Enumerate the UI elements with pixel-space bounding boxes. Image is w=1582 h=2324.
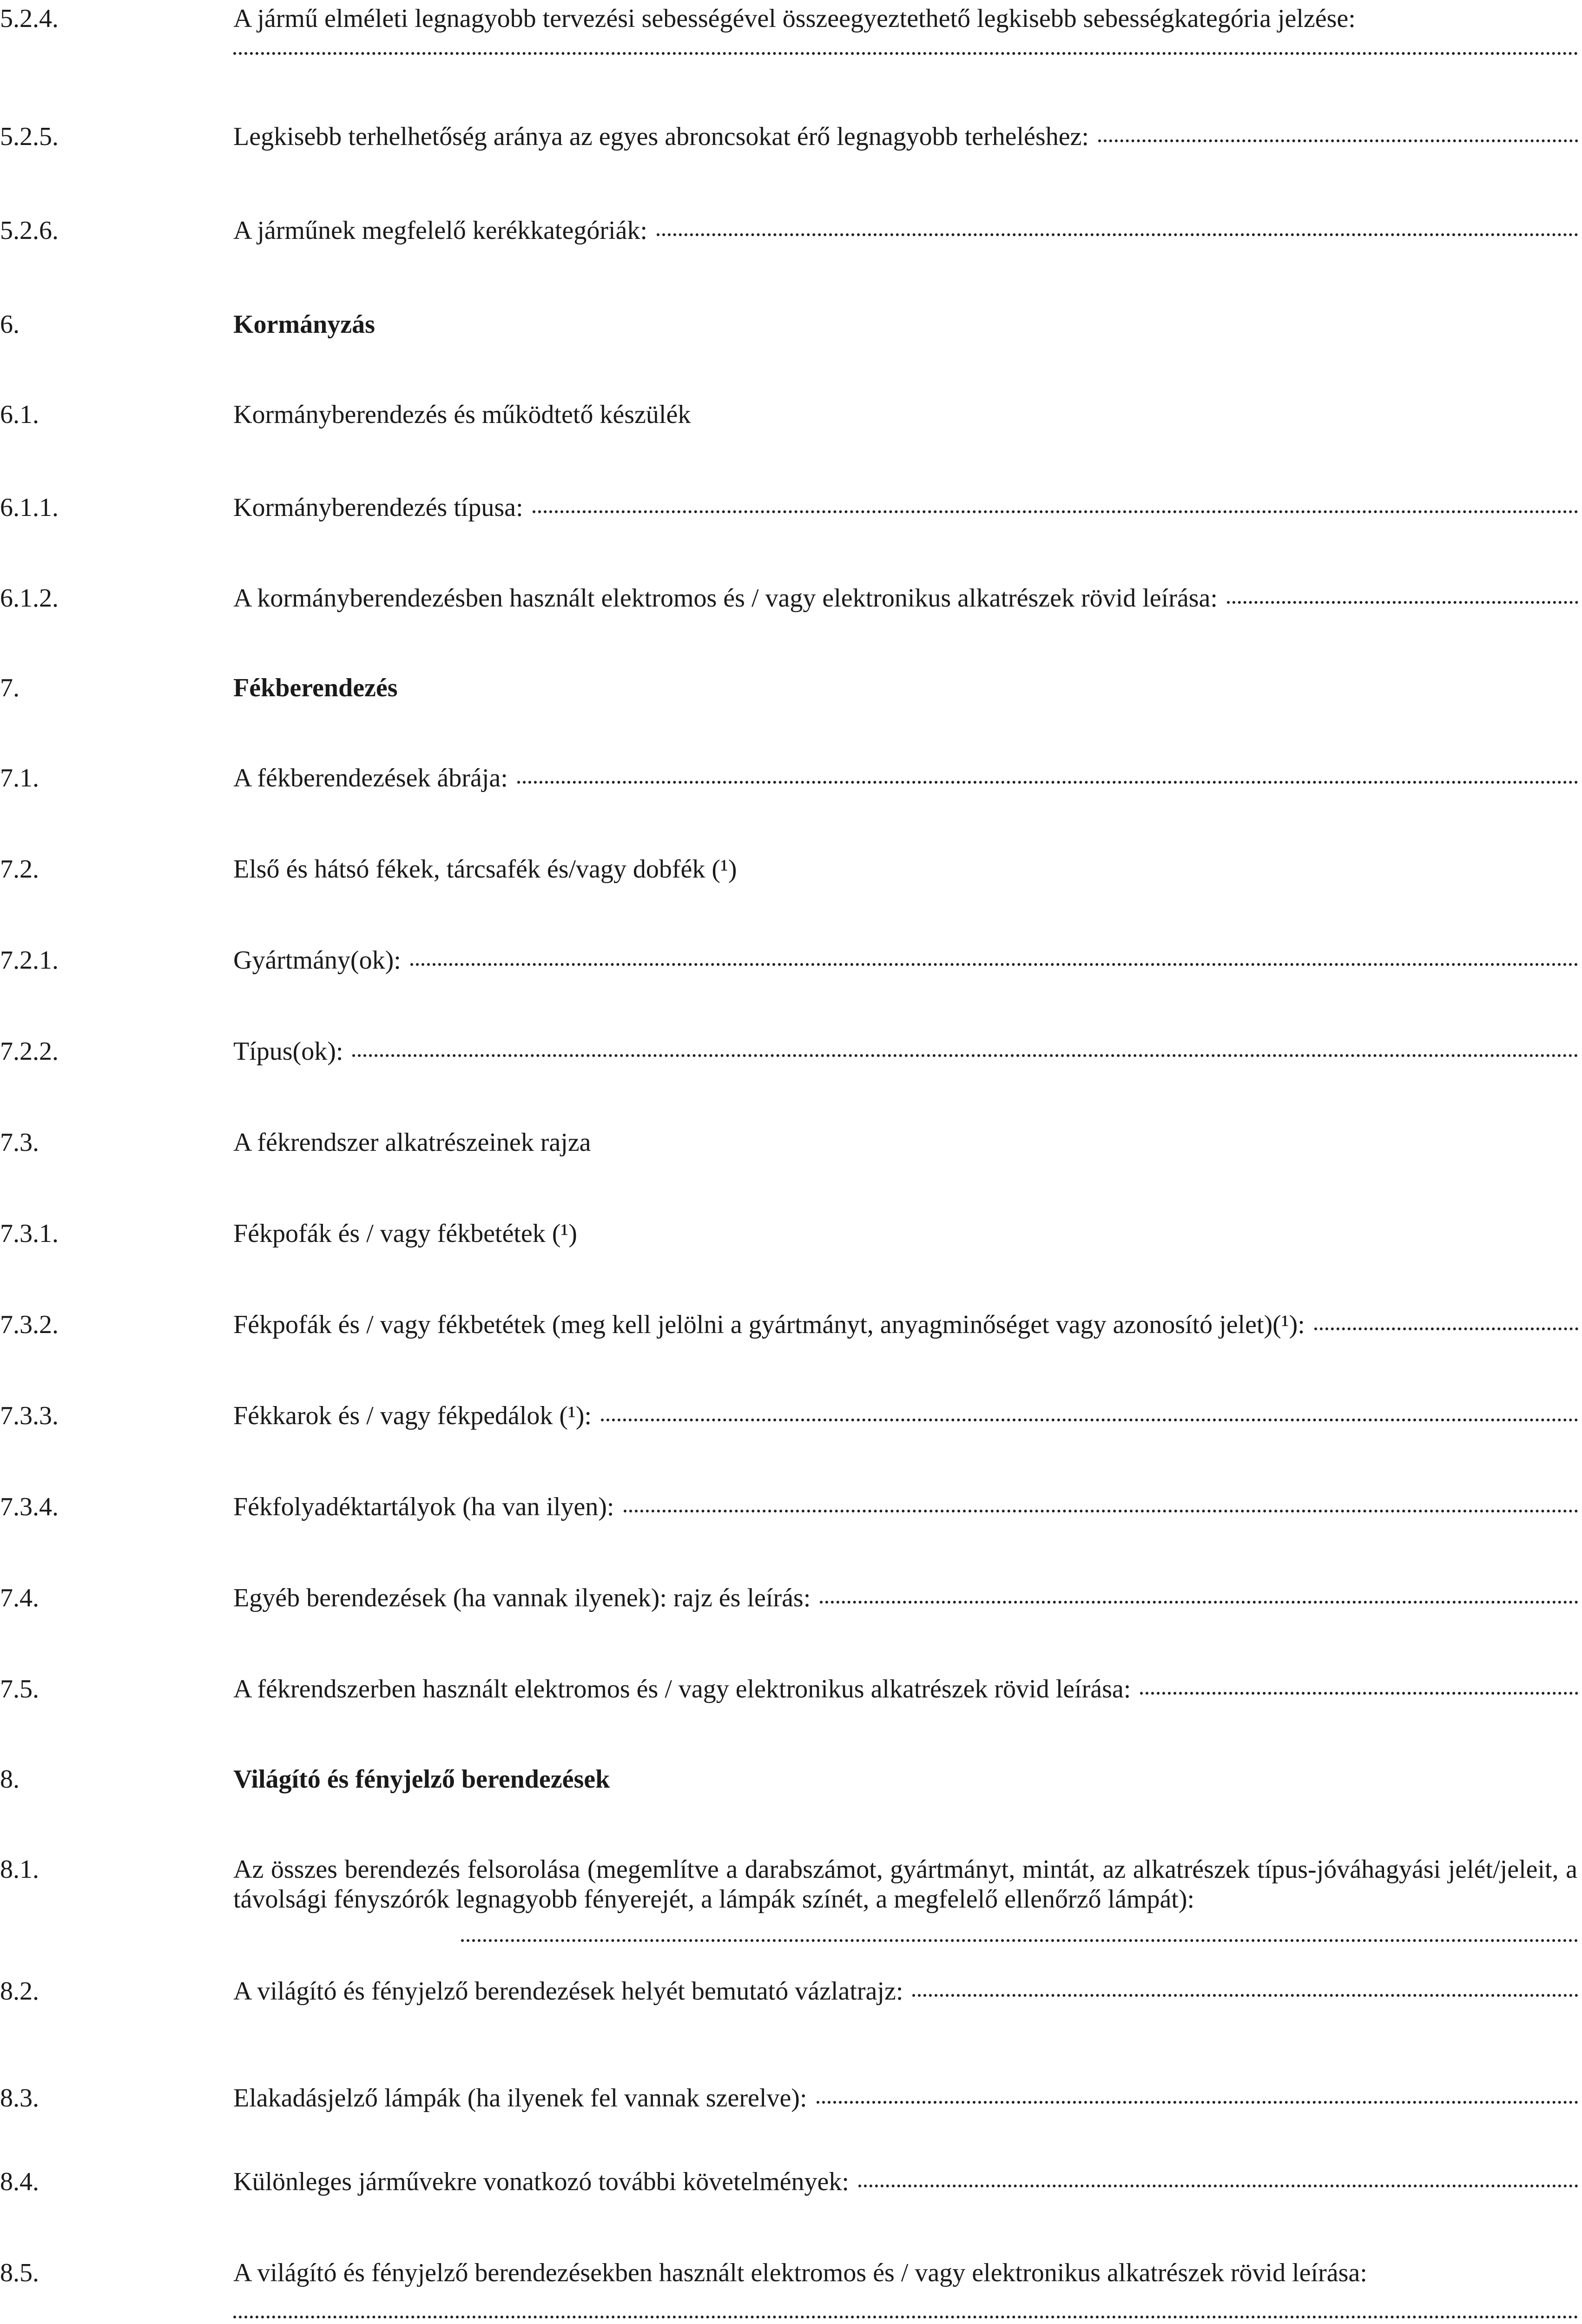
dotted-fill-line: [533, 510, 1578, 513]
entry-text: Gyártmány(ok):: [233, 946, 401, 975]
dotted-fill-line: [233, 52, 1578, 55]
entry-text: Típus(ok):: [233, 1037, 343, 1066]
dotted-fill-line: [233, 2316, 1578, 2318]
entry-number: 7.1.: [0, 764, 39, 792]
entry-text: Különleges járművekre vonatkozó további követelmények:: [233, 2167, 849, 2196]
entry-text: Egyéb berendezések (ha vannak ilyenek): rajz és leírás:: [233, 1584, 811, 1612]
entry-number: 8.2.: [0, 1977, 39, 2006]
entry-number: 7.2.: [0, 855, 39, 884]
entry-text: A járműnek megfelelő kerékkategóriák:: [233, 216, 647, 245]
entry-text: A világító és fényjelző berendezések helyét bemutató vázlatrajz:: [233, 1977, 903, 2006]
entry-text: Elakadásjelző lámpák (ha ilyenek fel vannak szerelve):: [233, 2084, 807, 2113]
dotted-fill-line: [352, 1054, 1578, 1057]
dotted-fill-line: [461, 1939, 1578, 1942]
entry-number: 7.4.: [0, 1584, 39, 1612]
dotted-fill-line: [1140, 1692, 1578, 1695]
entry-number: 6.1.1.: [0, 493, 59, 522]
entry-number: 7.3.2.: [0, 1310, 59, 1339]
section-title: Kormányzás: [233, 310, 375, 339]
entry-number: 7.3.4.: [0, 1492, 59, 1521]
entry-number: 8.1.: [0, 1855, 39, 1884]
section-title: Világító és fényjelző berendezések: [233, 1765, 610, 1794]
entry-number: 7.3.3.: [0, 1401, 59, 1430]
entry-number: 6.: [0, 310, 20, 339]
entry-number: 7.3.1.: [0, 1219, 59, 1248]
entry-number: 7.3.: [0, 1128, 39, 1157]
entry-number: 8.5.: [0, 2258, 39, 2287]
entry-number: 7.2.1.: [0, 946, 59, 975]
dotted-fill-line: [517, 781, 1578, 784]
entry-text: Kormányberendezés és működtető készülék: [233, 400, 691, 429]
entry-number: 5.2.6.: [0, 216, 59, 245]
entry-text: Az összes berendezés felsorolása (megemlítve a darabszámot, gyártmányt, mintát, az alkatrészek típus-jóváhagyási jelét/jeleit, a távolsági fényszórók legnagyobb fényerejét, a lámpák színét, a megfelelő ellenőrző lámpát):: [233, 1855, 1577, 1914]
entry-text: A fékrendszer alkatrészeinek rajza: [233, 1128, 591, 1157]
dotted-fill-line: [601, 1419, 1578, 1421]
dotted-fill-line: [1098, 139, 1578, 142]
entry-text: Fékpofák és / vagy fékbetétek (¹): [233, 1219, 577, 1248]
entry-number: 5.2.4.: [0, 4, 59, 33]
entry-number: 7.2.2.: [0, 1037, 59, 1066]
section-title: Fékberendezés: [233, 673, 398, 702]
entry-text: Fékkarok és / vagy fékpedálok (¹):: [233, 1401, 592, 1430]
entry-number: 7.: [0, 673, 20, 702]
entry-text: Fékfolyadéktartályok (ha van ilyen):: [233, 1492, 614, 1521]
dotted-fill-line: [817, 2101, 1578, 2104]
entry-text: Kormányberendezés típusa:: [233, 493, 523, 522]
entry-number: 8.4.: [0, 2167, 39, 2196]
dotted-fill-line: [912, 1994, 1578, 1997]
entry-text: Fékpofák és / vagy fékbetétek (meg kell jelölni a gyártmányt, anyagminőséget vagy azonosító jelet)(¹):: [233, 1310, 1305, 1339]
entry-text: A világító és fényjelző berendezésekben használt elektromos és / vagy elektronikus alkatrészek rövid leírása:: [233, 2258, 1367, 2287]
dotted-fill-line: [858, 2185, 1578, 2187]
entry-text: Legkisebb terhelhetőség aránya az egyes abroncsokat érő legnagyobb terheléshez:: [233, 122, 1089, 151]
entry-text: A fékberendezések ábrája:: [233, 764, 508, 792]
entry-text: Első és hátsó fékek, tárcsafék és/vagy dobfék (¹): [233, 855, 737, 884]
entry-text: A jármű elméleti legnagyobb tervezési sebességével összeegyeztethető legkisebb sebességkategória jelzése:: [233, 4, 1356, 33]
entry-number: 5.2.5.: [0, 122, 59, 151]
dotted-fill-line: [624, 1510, 1579, 1512]
dotted-fill-line: [1314, 1327, 1578, 1330]
entry-number: 6.1.2.: [0, 584, 59, 613]
entry-text: A fékrendszerben használt elektromos és / vagy elektronikus alkatrészek rövid leírása:: [233, 1675, 1131, 1703]
dotted-fill-line: [410, 963, 1578, 966]
entry-text: A kormányberendezésben használt elektromos és / vagy elektronikus alkatrészek rövid leírása:: [233, 584, 1218, 613]
entry-number: 8.: [0, 1765, 20, 1794]
entry-number: 6.1.: [0, 400, 39, 429]
dotted-fill-line: [657, 233, 1578, 236]
entry-number: 8.3.: [0, 2084, 39, 2113]
dotted-fill-line: [820, 1601, 1578, 1604]
dotted-fill-line: [1227, 601, 1578, 604]
entry-number: 7.5.: [0, 1675, 39, 1703]
